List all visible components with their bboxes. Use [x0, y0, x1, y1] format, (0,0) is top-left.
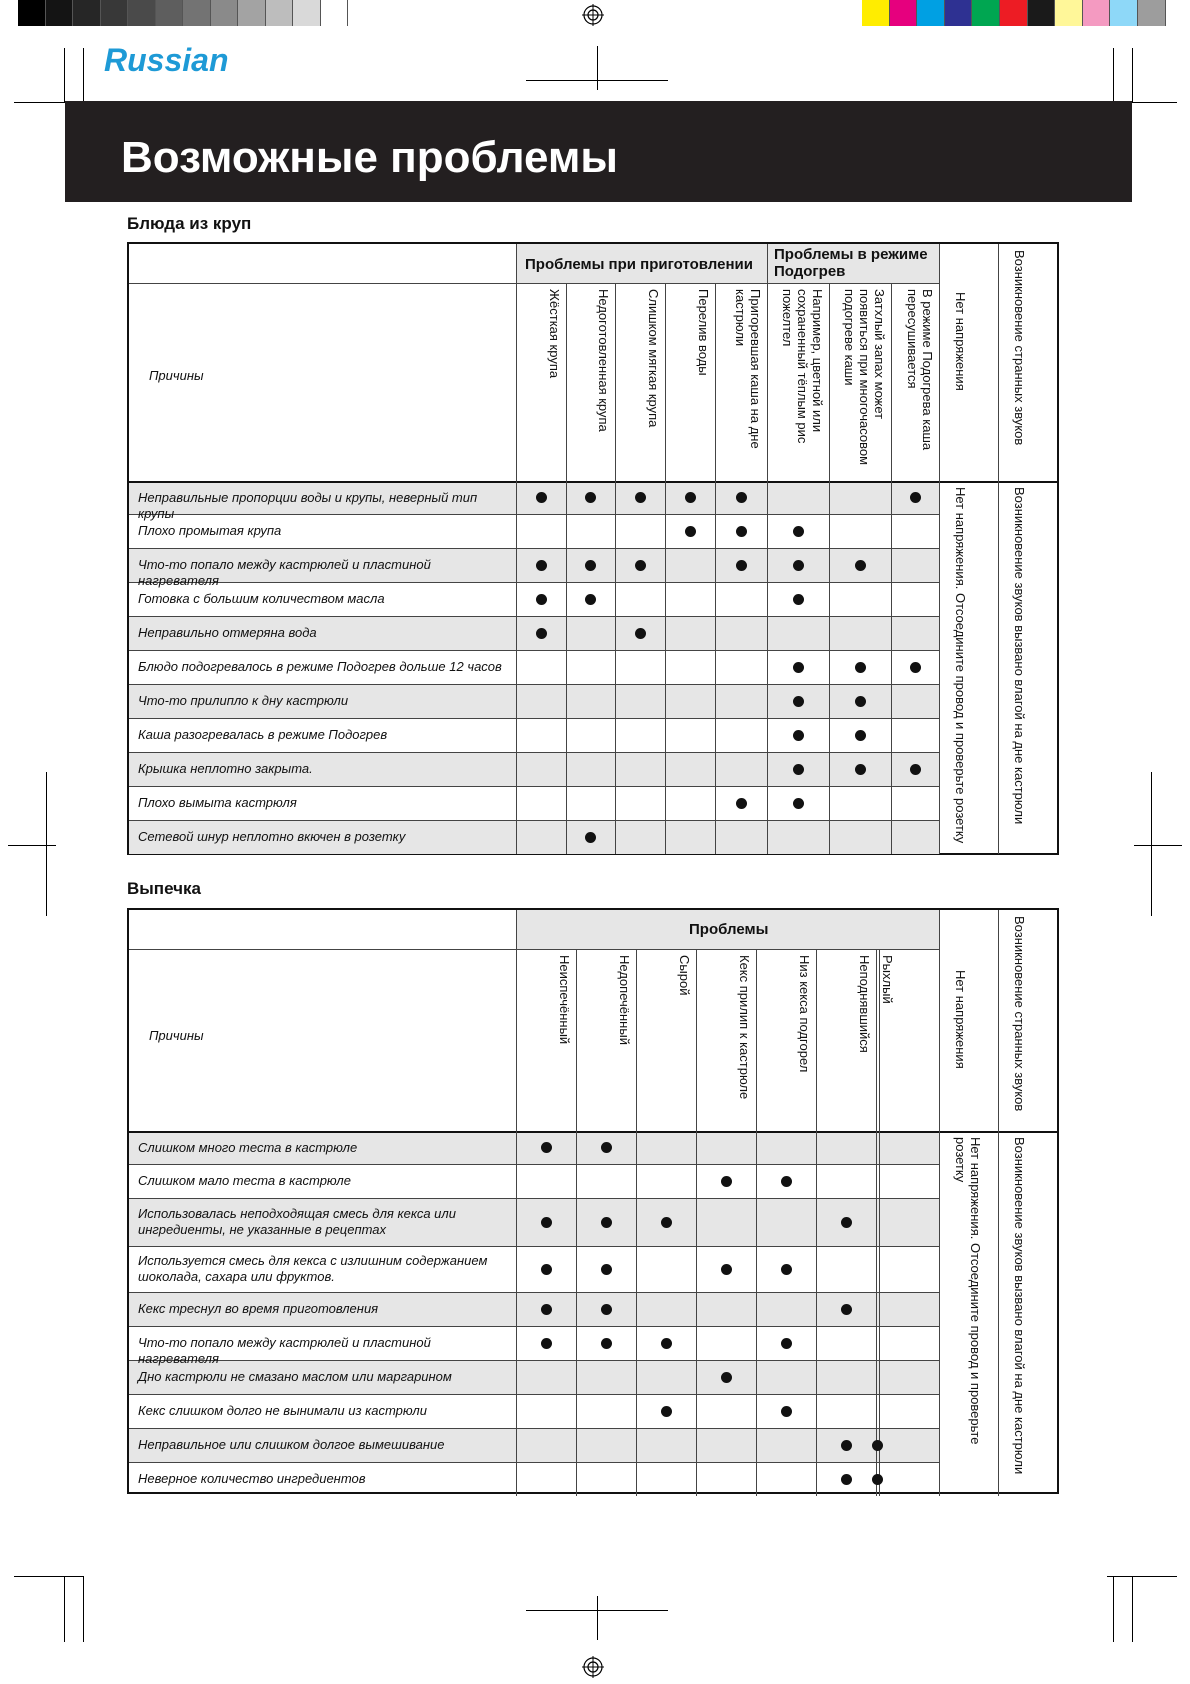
section-title-baking: Выпечка	[127, 879, 201, 898]
indicator-dot	[585, 832, 596, 843]
indicator-dot	[721, 1264, 732, 1275]
baking-troubleshooting-table	[127, 908, 1059, 1494]
rule	[696, 949, 697, 1496]
column-header: В режиме Подогрева каша пересушивается	[905, 289, 935, 451]
cause-label: Неправильное или слишком долгое вымешивание	[138, 1437, 445, 1452]
indicator-dot	[601, 1264, 612, 1275]
rule	[998, 910, 999, 1496]
rule	[516, 910, 517, 1496]
rule	[129, 548, 939, 549]
indicator-dot	[781, 1176, 792, 1187]
indicator-dot	[585, 492, 596, 503]
color-swatch	[890, 0, 918, 26]
indicator-dot	[585, 594, 596, 605]
rule	[756, 949, 757, 1496]
group-header-problems: Проблемы	[689, 921, 769, 938]
indicator-dot	[685, 526, 696, 537]
cause-label: Неправильные пропорции воды и крупы, неверный тип крупы	[138, 489, 478, 521]
indicator-dot	[736, 560, 747, 571]
cause-label: Плохо промытая крупа	[138, 523, 282, 538]
color-swatch	[1138, 0, 1166, 26]
rule	[566, 283, 567, 854]
no-power-header: Нет напряжения	[953, 292, 968, 391]
page-title: Возможные проблемы	[121, 133, 618, 182]
indicator-dot	[781, 1406, 792, 1417]
gray-swatch	[18, 0, 46, 26]
indicator-dot	[661, 1406, 672, 1417]
column-header: Рыхлый	[880, 955, 895, 1004]
indicator-dot	[585, 560, 596, 571]
rule	[516, 283, 939, 284]
indicator-dot	[841, 1217, 852, 1228]
cause-label: Слишком много теста в кастрюле	[138, 1139, 358, 1155]
indicator-dot	[793, 662, 804, 673]
cause-label: Крышка неплотно закрыта.	[138, 761, 313, 776]
rule	[129, 820, 939, 821]
color-swatch	[1083, 0, 1111, 26]
gray-swatch	[293, 0, 321, 26]
cause-label: Неверное количество ингредиентов	[138, 1471, 366, 1486]
indicator-dot	[541, 1304, 552, 1315]
rule	[998, 244, 999, 854]
indicator-dot	[536, 594, 547, 605]
indicator-dot	[910, 492, 921, 503]
strange-noise-header: Возникновение странных звуков	[1012, 916, 1027, 1112]
cause-label: Неправильно отмеряна вода	[138, 625, 317, 640]
indicator-dot	[541, 1338, 552, 1349]
column-header: Пригоревшая каша на дне кастрюли	[733, 289, 763, 449]
indicator-dot	[736, 492, 747, 503]
column-header: Неподнявшийся	[857, 955, 872, 1053]
indicator-dot	[721, 1372, 732, 1383]
cause-label: Что-то попало между кастрюлей и пластиной нагревателя	[138, 1335, 431, 1366]
indicator-dot	[536, 628, 547, 639]
language-label: Russian	[104, 42, 229, 78]
rule	[715, 283, 716, 854]
indicator-dot	[661, 1217, 672, 1228]
gray-swatch	[321, 0, 349, 26]
indicator-dot	[872, 1474, 883, 1485]
indicator-dot	[872, 1440, 883, 1451]
indicator-dot	[855, 662, 866, 673]
rule	[891, 283, 892, 854]
gray-swatch	[211, 0, 239, 26]
column-header: Сырой	[677, 955, 692, 996]
indicator-dot	[601, 1217, 612, 1228]
no-power-remedy: Нет напряжения. Отсоедините провод и проверьте розетку	[953, 1137, 983, 1445]
column-header: Кекс прилип к кастрюле	[737, 955, 752, 1100]
indicator-dot	[601, 1142, 612, 1153]
rule	[129, 1462, 939, 1463]
rule	[129, 481, 1057, 483]
indicator-dot	[910, 764, 921, 775]
indicator-dot	[635, 492, 646, 503]
rule	[939, 910, 940, 1496]
no-power-remedy: Нет напряжения. Отсоедините провод и проверьте розетку	[953, 487, 968, 844]
strange-noise-header: Возникновение странных звуков	[1012, 250, 1027, 446]
rule	[129, 1131, 1057, 1133]
rule	[129, 786, 939, 787]
column-header: Недоготовленная крупа	[596, 289, 611, 432]
rule	[636, 949, 637, 1496]
group-header-warm: Проблемы в режиме Подогрев	[774, 246, 928, 280]
registration-mark-bottom-icon	[582, 1656, 604, 1678]
grains-troubleshooting-table	[127, 242, 1059, 855]
rule	[129, 1428, 939, 1429]
cause-label: Что-то попало между кастрюлей и пластиной нагревателя	[138, 557, 431, 588]
indicator-dot	[793, 594, 804, 605]
indicator-dot	[793, 730, 804, 741]
rule	[129, 752, 939, 753]
strange-noise-remedy: Возникновение звуков вызвано влагой на дне кастрюли	[1012, 487, 1027, 825]
strange-noise-remedy: Возникновение звуков вызвано влагой на дне кастрюли	[1012, 1137, 1027, 1475]
rule	[576, 949, 577, 1496]
rule	[939, 244, 940, 854]
gray-swatch	[183, 0, 211, 26]
column-header: Недопечённый	[617, 955, 632, 1045]
gray-swatch	[128, 0, 156, 26]
indicator-dot	[781, 1338, 792, 1349]
indicator-dot	[635, 628, 646, 639]
indicator-dot	[855, 696, 866, 707]
rule	[129, 1394, 939, 1395]
rule	[129, 650, 939, 651]
cause-label: Используется смесь для кекса с излишним содержанием шоколада, сахара или фруктов.	[138, 1253, 488, 1284]
gray-swatch	[73, 0, 101, 26]
indicator-dot	[685, 492, 696, 503]
cause-label: Блюдо подогревалось в режиме Подогрев дольше 12 часов	[138, 659, 502, 674]
indicator-dot	[661, 1338, 672, 1349]
indicator-dot	[601, 1304, 612, 1315]
indicator-dot	[841, 1474, 852, 1485]
column-header: Перелив воды	[696, 289, 711, 376]
rule	[129, 1246, 939, 1247]
indicator-dot	[736, 526, 747, 537]
rule	[129, 1326, 939, 1327]
cause-label: Использовалась неподходящая смесь для кекса или ингредиенты, не указанные в рецептах	[138, 1206, 456, 1237]
indicator-dot	[855, 730, 866, 741]
indicator-dot	[910, 662, 921, 673]
indicator-dot	[793, 696, 804, 707]
column-header: Например, цветной или сохраненный тёплым рис пожелтел	[780, 289, 825, 444]
cause-label: Каша разогревалась в режиме Подогрев	[138, 727, 388, 742]
indicator-dot	[793, 526, 804, 537]
rule	[129, 949, 516, 950]
column-header: Затхлый запах может появиться при многочасовом подогреве каши	[842, 289, 887, 466]
rule	[615, 283, 616, 854]
rule	[829, 283, 830, 854]
indicator-dot	[793, 764, 804, 775]
indicator-dot	[855, 764, 866, 775]
gray-swatch	[238, 0, 266, 26]
cause-label: Дно кастрюли не смазано маслом или маргарином	[138, 1369, 452, 1384]
indicator-dot	[601, 1338, 612, 1349]
indicator-dot	[541, 1264, 552, 1275]
rule	[665, 283, 666, 854]
cause-label: Что-то прилипло к дну кастрюли	[138, 693, 349, 708]
registration-mark-top-icon	[582, 4, 604, 26]
column-header: Низ кекса подгорел	[797, 955, 812, 1073]
column-header: Слишком мягкая крупа	[646, 289, 661, 428]
indicator-dot	[793, 560, 804, 571]
color-swatch	[1028, 0, 1056, 26]
causes-header: Причины	[149, 368, 204, 383]
rule	[816, 949, 817, 1496]
indicator-dot	[841, 1304, 852, 1315]
rule	[876, 949, 877, 1496]
rule	[129, 684, 939, 685]
color-swatch	[917, 0, 945, 26]
indicator-dot	[536, 492, 547, 503]
color-swatch	[1055, 0, 1083, 26]
color-swatch	[862, 0, 890, 26]
gray-swatch	[156, 0, 184, 26]
color-swatch	[972, 0, 1000, 26]
color-swatch	[1110, 0, 1138, 26]
group-header-cooking: Проблемы при приготовлении	[525, 256, 753, 273]
cause-label: Готовка с большим количеством масла	[138, 591, 385, 606]
section-title-grains: Блюда из круп	[127, 214, 252, 233]
indicator-dot	[781, 1264, 792, 1275]
rule	[129, 1164, 939, 1165]
color-swatch	[1000, 0, 1028, 26]
cause-label: Слишком мало теста в кастрюле	[138, 1173, 351, 1188]
cause-label: Кекс треснул во время приготовления	[138, 1301, 379, 1316]
cause-label: Плохо вымыта кастрюля	[138, 795, 297, 810]
cause-label: Кекс слишком долго не вынимали из кастрюли	[138, 1403, 427, 1418]
rule	[516, 244, 517, 854]
rule	[129, 1198, 939, 1199]
indicator-dot	[841, 1440, 852, 1451]
indicator-dot	[793, 798, 804, 809]
rule	[129, 718, 939, 719]
causes-header: Причины	[149, 1028, 204, 1043]
indicator-dot	[721, 1176, 732, 1187]
indicator-dot	[536, 560, 547, 571]
rule	[129, 283, 516, 284]
gray-swatch	[266, 0, 294, 26]
indicator-dot	[635, 560, 646, 571]
no-power-header: Нет напряжения	[953, 970, 968, 1069]
gray-swatch	[101, 0, 129, 26]
column-header: Жёсткая крупа	[547, 289, 562, 379]
column-header: Неиспечённый	[557, 955, 572, 1045]
cause-label: Сетевой шнур неплотно вкючен в розетку	[138, 829, 406, 844]
rule	[129, 1292, 939, 1293]
gray-swatch	[46, 0, 74, 26]
rule	[129, 616, 939, 617]
indicator-dot	[736, 798, 747, 809]
indicator-dot	[855, 560, 866, 571]
indicator-dot	[541, 1142, 552, 1153]
rule	[767, 244, 768, 854]
indicator-dot	[541, 1217, 552, 1228]
color-swatch	[945, 0, 973, 26]
